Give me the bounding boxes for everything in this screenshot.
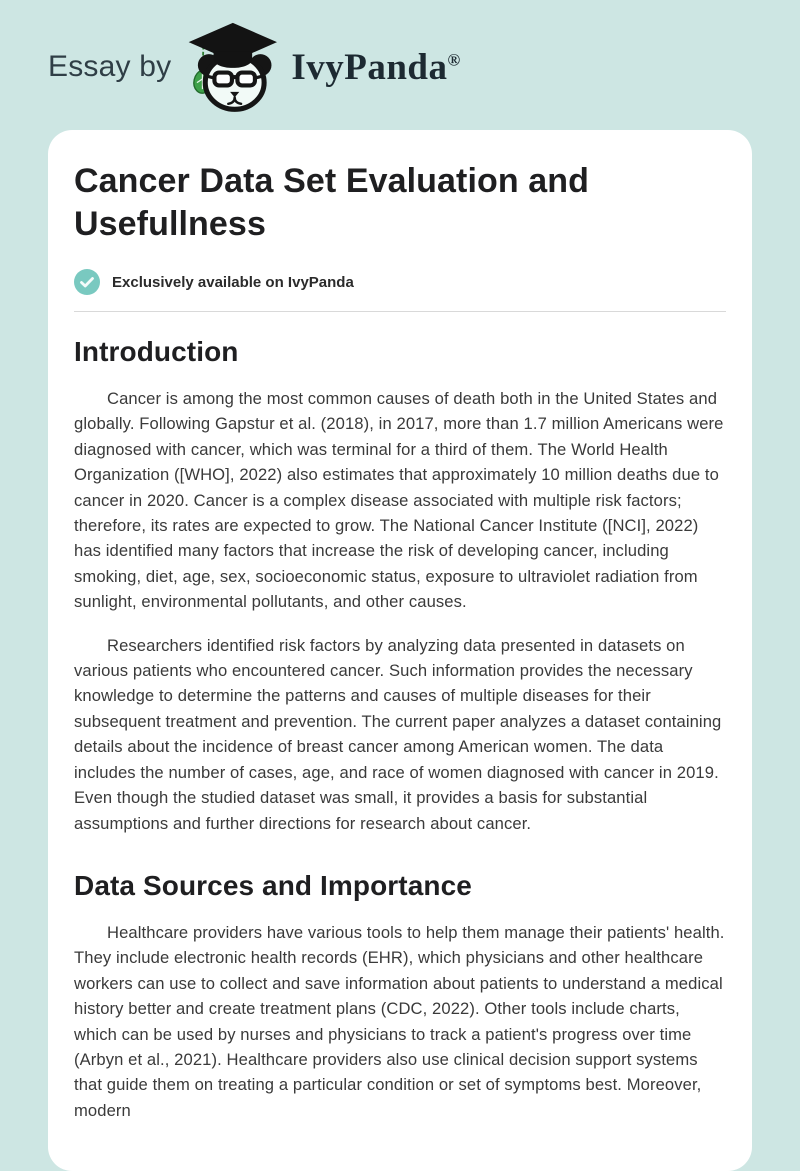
section-heading-data-sources: Data Sources and Importance — [74, 869, 472, 901]
exclusive-badge — [74, 269, 726, 295]
section-data-sources — [74, 870, 726, 1123]
essay-by-label: Essay by — [48, 50, 172, 83]
registered-mark: ® — [447, 50, 461, 70]
brand-name: IvyPanda — [291, 46, 448, 88]
divider — [74, 311, 726, 312]
page-title: Cancer Data Set Evaluation and Usefullness — [74, 162, 590, 243]
section-introduction — [74, 336, 726, 836]
exclusive-badge-text: Exclusively available on IvyPanda — [112, 273, 354, 291]
check-icon — [74, 269, 100, 295]
paragraph: Researchers identified risk factors by analyzing data presented in datasets on various patients who encountered cancer. Such information provides the necessary knowledge to determine the patterns and causes of multiple diseases for their subsequent treatment and prevention. The current paper analyzes a dataset containing details about the incidence of breast cancer among American women. The data includes the number of cases, age, and race of women diagnosed with cancer in 2019. Even though the studied dataset was small, it provides a basis for substantial assumptions and further directions for research about cancer. — [74, 635, 722, 833]
section-heading-introduction: Introduction — [74, 336, 239, 367]
panda-graduate-logo-icon[interactable] — [183, 21, 279, 113]
brand-wordmark[interactable] — [291, 46, 460, 89]
essay-card — [48, 130, 752, 1171]
paragraph: Cancer is among the most common causes of death both in the United States and globally. Following Gapstur et al. (2018), in 2017, more than 1.7 million Americans were diagnosed with cancer, which was terminal for a third of them. The World Health Organization ([WHO], 2022) also estimates that approximately 10 million deaths due to cancer in 2020. Cancer is a complex disease associated with multiple risk factors; therefore, its rates are expected to grow. The National Cancer Institute ([NCI], 2022) has identified many factors that increase the risk of developing cancer, including smoking, diet, age, sex, socioeconomic status, exposure to ultraviolet radiation from sunlight, environmental pollutants, and other causes. — [74, 389, 724, 612]
paragraph: Healthcare providers have various tools to help them manage their patients' health. They include electronic health records (EHR), which physicians and other healthcare workers can use to collect and save information about patients to understand a medical history better and create treatment plans (CDC, 2022). Other tools include charts, which can be used by nurses and physicians to track a patient's progress over time (Arbyn et al., 2021). Healthcare providers also use clinical decision support systems that guide them on treating a particular condition or set of symptoms best. Moreover, modern — [74, 922, 725, 1120]
site-header — [0, 0, 800, 130]
